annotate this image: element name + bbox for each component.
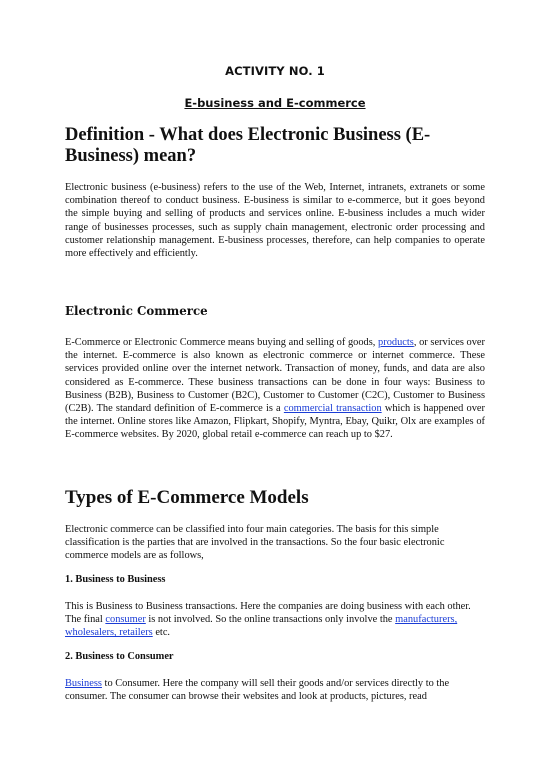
consumer-link[interactable]: consumer	[105, 614, 146, 626]
products-link[interactable]: products	[378, 337, 414, 348]
b2b-paragraph	[65, 600, 485, 640]
b2b-heading: 1. Business to Business	[65, 574, 166, 585]
types-intro-paragraph: Electronic commerce can be classified into four main categories. The basis for this simple classification is the parties that are involved in the transactions. So the four basic electronic commerce models are as follows,	[65, 524, 445, 562]
ecommerce-text-3: which is happened over the internet. Online stores like Amazon, Flipkart, Shopify, Myntra, Ebay, Quikr, Olx are examples of E-commerce websites. By 2020, global retail e-commerce can reach up to $27.	[65, 403, 485, 441]
b2c-paragraph	[65, 677, 485, 703]
document-subtitle: E-business and E-commerce	[184, 96, 366, 110]
b2b-text-3: etc.	[152, 627, 171, 639]
commercial-transaction-link[interactable]: commercial transaction	[283, 403, 382, 415]
types-heading: Types of E-Commerce Models	[65, 487, 309, 508]
business-link[interactable]: Business	[65, 678, 102, 689]
ecommerce-text-2: , or services over the internet. E-commerce is also known as electronic commerce or internet commerce. These services provided online over the internet network. Transaction of money, funds, and data are also considered as E-commerce. These business transactions can be done in four ways: Business to Business (B2B), Business to Customer (B2C), Customer to Customer (C2C), Customer to Business (C2B). The standard definition of E-commerce is a	[65, 337, 485, 415]
b2c-heading: 2. Business to Consumer	[65, 651, 174, 662]
definition-paragraph: Electronic business (e-business) refers to the use of the Web, Internet, intranets, extranets or some combination thereof to conduct business. E-business is similar to e-commerce, but it goes beyond the simple buying and selling of products and services online. E-business includes a much wider range of businesses processes, such as supply chain management, electronic order processing and customer relationship management. E-business processes, therefore, can help companies to operate more effectively and efficiently.	[65, 182, 485, 260]
ecommerce-paragraph	[65, 336, 485, 442]
b2c-text-1: to Consumer. Here the company will sell their goods and/or services directly to the consumer. The consumer can browse their websites and look at products, pictures, read	[65, 678, 450, 703]
definition-heading: Definition - What does Electronic Business (E-Business) mean?	[65, 125, 431, 166]
ecommerce-text-1: E-Commerce or Electronic Commerce means buying and selling of goods,	[65, 337, 379, 348]
activity-title: ACTIVITY NO. 1	[225, 64, 325, 78]
b2b-text-1: This is Business to Business transactions. Here the companies are doing business with each other. The final	[65, 601, 471, 626]
b2b-text-2: is not involved. So the online transactions only involve the	[145, 614, 396, 626]
manufacturers-wholesalers-retailers-link[interactable]: manufacturers, wholesalers, retailers	[65, 614, 458, 639]
ecommerce-heading: Electronic Commerce	[65, 304, 208, 318]
